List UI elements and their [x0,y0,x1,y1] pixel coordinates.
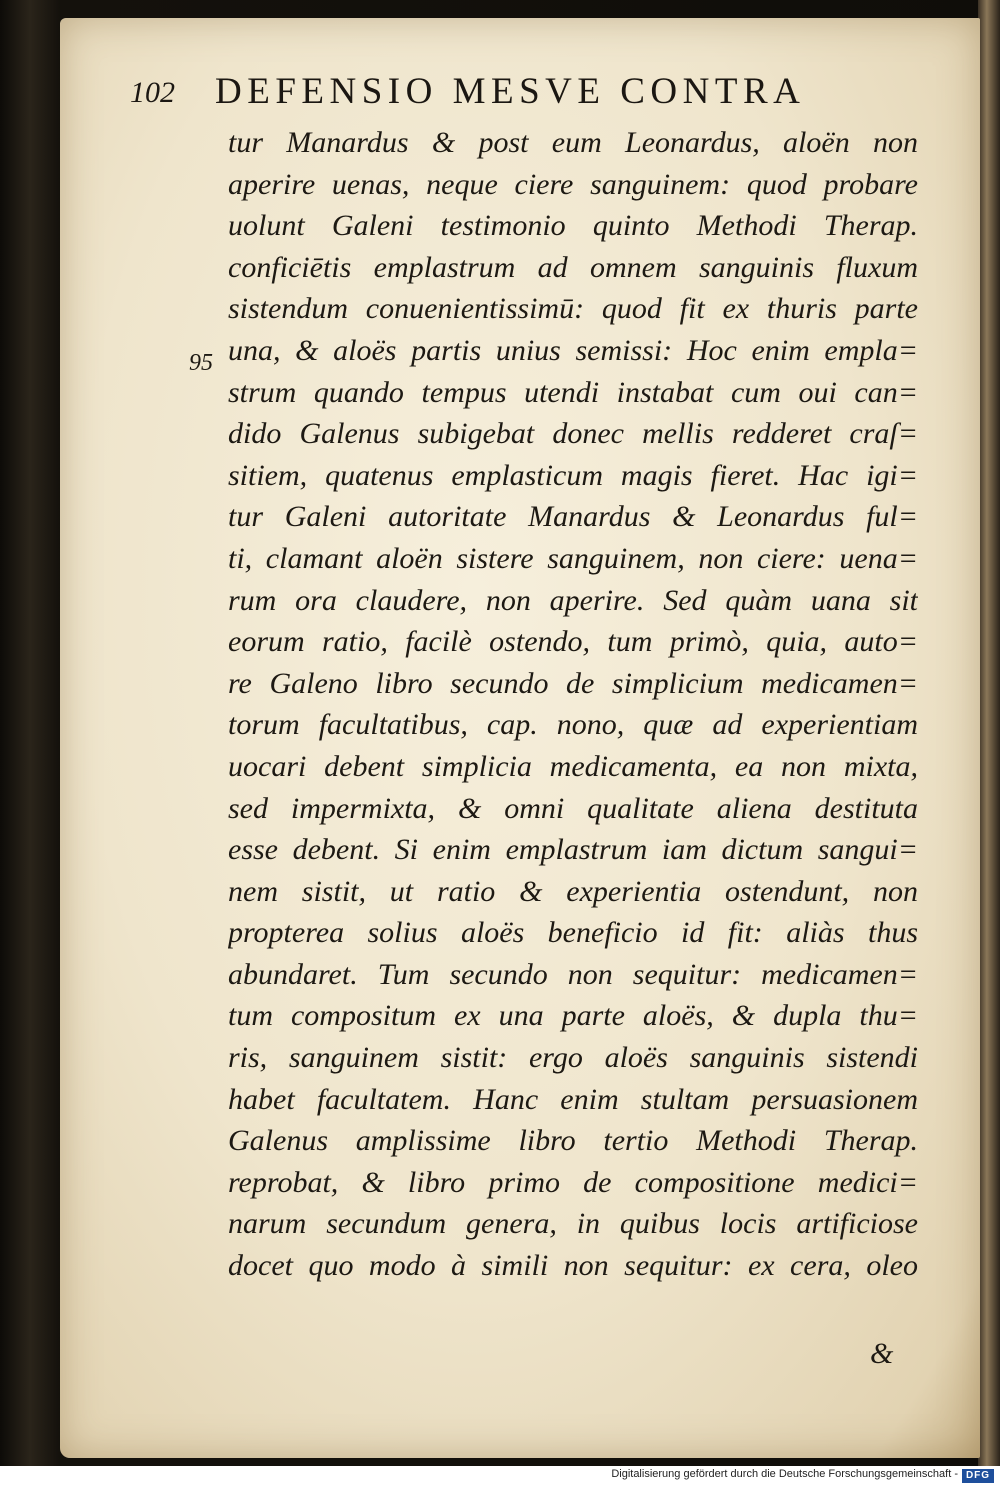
text-line: sed impermixta, & omni qualitate aliena destituta [228,791,918,825]
running-head-title: DEFENSIO MESVE CONTRA [215,71,806,112]
text-line: tur Galeni autoritate Manardus & Leonardus ful= [228,500,918,534]
text-line: sistendum conuenientissimū: quod fit ex thuris parte [228,292,918,326]
text-line: docet quo modo à simili non sequitur: ex cera, oleo [228,1249,918,1283]
text-line: eorum ratio, facilè ostendo, tum primò, quia, auto= [228,625,918,659]
text-line: rum ora claudere, non aperire. Sed quàm uana sit [228,583,918,617]
text-line: esse debent. Si enim emplastrum iam dictum sangui= [228,833,918,867]
text-line: tum compositum ex una parte aloës, & dupla thu= [228,999,918,1033]
text-line: torum facultatibus, cap. nono, quæ ad experientiam [228,708,918,742]
text-line: nem sistit, ut ratio & experientia ostendunt, non [228,874,918,908]
funding-credit: Digitalisierung gefördert durch die Deutsche Forschungsgemeinschaft - [611,1468,958,1480]
text-line: uocari debent simplicia medicamenta, ea non mixta, [228,749,918,783]
catchword: & [870,1337,894,1370]
text-line: reprobat, & libro primo de compositione medici= [228,1165,918,1199]
text-line: Galenus amplissime libro tertio Methodi Therap. [228,1124,918,1158]
folio-number: 102 [130,76,175,109]
body-text [228,122,918,1287]
dfg-logo: DFG [962,1469,994,1483]
running-head [130,70,890,114]
margin-line-number: 95 [189,350,213,376]
text-line: abundaret. Tum secundo non sequitur: medicamen= [228,957,918,991]
page-edge [978,0,1000,1466]
text-line: una, & aloës partis unius semissi: Hoc enim empla= [228,333,918,367]
text-line: habet facultatem. Hanc enim stultam persuasionem [228,1082,918,1116]
text-line: uolunt Galeni testimonio quinto Methodi Therap. [228,209,918,243]
text-line: strum quando tempus utendi instabat cum oui can= [228,375,918,409]
text-line: tur Manardus & post eum Leonardus, aloën non [228,126,918,159]
text-line: dido Galenus subigebat donec mellis redderet craſ= [228,417,918,451]
text-line: aperire uenas, neque ciere sanguinem: quod probare [228,167,918,201]
text-line: re Galeno libro secundo de simplicium medicamen= [228,666,918,700]
text-line: conficiētis emplastrum ad omnem sanguinis fluxum [228,250,918,284]
text-line: sitiem, quatenus emplasticum magis fieret. Hac igi= [228,458,918,492]
text-line: ti, clamant aloën sistere sanguinem, non ciere: uena= [228,541,918,575]
text-line: propterea solius aloës beneficio id fit: aliàs thus [228,916,918,950]
text-line: narum secundum genera, in quibus locis artificiose [228,1207,918,1241]
digitization-footer [0,1466,1000,1486]
text-line: ris, sanguinem sistit: ergo aloës sanguinis sistendi [228,1041,918,1075]
